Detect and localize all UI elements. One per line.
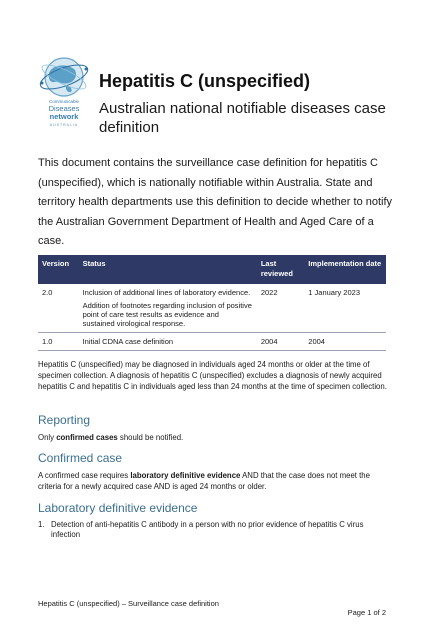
reporting-text-after: should be notified. <box>117 433 184 442</box>
cell-last-reviewed: 2004 <box>257 333 304 351</box>
table-header-row <box>38 255 386 284</box>
table-row <box>38 333 386 351</box>
confirmed-text-bold: laboratory definitive evidence <box>130 471 241 480</box>
summary-paragraph: Hepatitis C (unspecified) may be diagnosed in individuals aged 24 months or older at the time of specimen collection. A diagnosis of hepatitis C (unspecified) excludes a diagnosis of newly acquired hepatitis C and hepatitis C in individuals aged less than 24 months at the time of specimen collection. <box>38 360 387 391</box>
confirmed-text-after: AND that the case does not meet the criteria for a newly acquired case AND is aged 24 months or older. <box>38 471 370 491</box>
logo-line3: network <box>49 112 79 121</box>
status-line: Inclusion of additional lines of laboratory evidence. <box>82 288 251 297</box>
logo-line4: AUSTRALIA <box>49 123 79 127</box>
logo-text <box>36 99 92 129</box>
cell-last-reviewed: 2022 <box>257 284 304 333</box>
cdna-logo <box>36 55 92 145</box>
col-header-version: Version <box>38 255 79 284</box>
cell-implementation-date: 1 January 2023 <box>304 284 386 333</box>
list-item-text: Detection of anti-hepatitis C antibody in a person with no prior evidence of hepatitis C virus infection <box>51 520 364 539</box>
col-header-implementation-date: Implementation date <box>304 255 386 284</box>
intro-paragraph: This document contains the surveillance case definition for hepatitis C (unspecified), which is nationally notifiable within Australia. State and territory health departments use this definition to decide whether to notify the Australian Government Department of Health and Aged Care of a case. <box>38 157 393 247</box>
document-subtitle: Australian national notifiable diseases case definition <box>99 100 386 136</box>
reporting-paragraph <box>38 432 390 443</box>
lab-evidence-list <box>38 520 378 540</box>
logo-line2: Diseases <box>48 104 80 113</box>
cell-version: 1.0 <box>38 333 79 351</box>
version-table <box>38 255 386 351</box>
confirmed-text-before: A confirmed case requires <box>38 471 131 480</box>
reporting-text-bold: confirmed cases <box>56 433 118 442</box>
status-line: Initial CDNA case definition <box>82 337 174 346</box>
col-header-last-reviewed: Last reviewed <box>257 255 304 284</box>
cell-status <box>79 284 257 333</box>
logo-line1: Communicable <box>48 99 79 104</box>
reporting-heading: Reporting <box>38 413 91 427</box>
cell-implementation-date: 2004 <box>304 333 386 351</box>
cell-status <box>79 333 257 351</box>
footer-title: Hepatitis C (unspecified) – Surveillance case definition <box>38 599 219 608</box>
cell-version: 2.0 <box>38 284 79 333</box>
list-item-number: 1. <box>38 520 45 529</box>
page-number: Page 1 of 2 <box>347 608 386 617</box>
confirmed-case-heading: Confirmed case <box>38 451 123 465</box>
confirmed-case-paragraph <box>38 470 390 492</box>
table-row <box>38 284 386 333</box>
globe-network-icon <box>36 55 92 101</box>
document-title: Hepatitis C (unspecified) <box>99 71 311 91</box>
reporting-text-before: Only <box>38 433 57 442</box>
lab-evidence-heading: Laboratory definitive evidence <box>38 501 198 515</box>
list-item <box>38 520 378 540</box>
col-header-status: Status <box>79 255 257 284</box>
status-line: Addition of footnotes regarding inclusion of positive point of care test results as evidence and sustained virological response. <box>82 301 252 328</box>
